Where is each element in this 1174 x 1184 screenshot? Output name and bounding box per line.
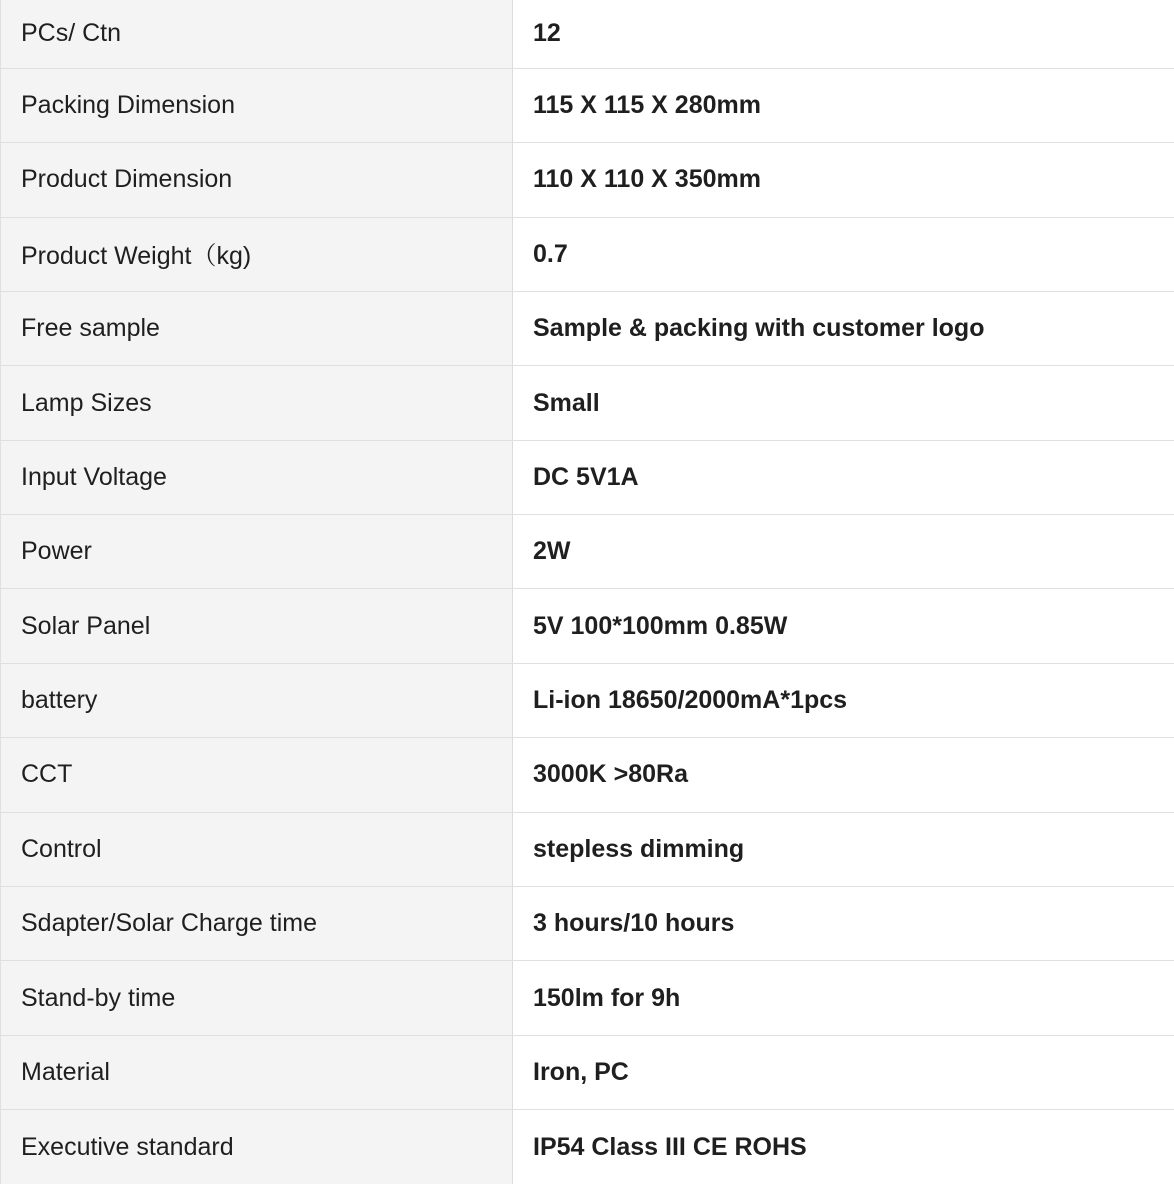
table-row [1, 886, 1174, 960]
table-row [1, 961, 1174, 1035]
table-row [1, 515, 1174, 589]
table-row [1, 143, 1174, 217]
spec-label: Control [1, 812, 513, 886]
spec-value: Iron, PC [513, 1035, 1174, 1109]
spec-value: Small [513, 366, 1174, 440]
table-row [1, 738, 1174, 812]
spec-label: battery [1, 663, 513, 737]
spec-label: Executive standard [1, 1110, 513, 1184]
spec-value: 3000K >80Ra [513, 738, 1174, 812]
spec-value: 110 X 110 X 350mm [513, 143, 1174, 217]
spec-value: stepless dimming [513, 812, 1174, 886]
spec-label: Product Dimension [1, 143, 513, 217]
spec-label: Product Weight（kg) [1, 217, 513, 291]
spec-value: 12 [513, 0, 1174, 68]
spec-label: CCT [1, 738, 513, 812]
table-row [1, 0, 1174, 68]
spec-value: IP54 Class III CE ROHS [513, 1110, 1174, 1184]
spec-value: Sample & packing with customer logo [513, 291, 1174, 365]
table-row [1, 1035, 1174, 1109]
table-row [1, 812, 1174, 886]
spec-value: 0.7 [513, 217, 1174, 291]
table-row [1, 663, 1174, 737]
table-row [1, 589, 1174, 663]
spec-label: Lamp Sizes [1, 366, 513, 440]
spec-label: Packing Dimension [1, 68, 513, 142]
spec-value: 2W [513, 515, 1174, 589]
spec-label: Free sample [1, 291, 513, 365]
spec-label: Solar Panel [1, 589, 513, 663]
spec-label: Sdapter/Solar Charge time [1, 886, 513, 960]
table-row [1, 217, 1174, 291]
table-row [1, 366, 1174, 440]
spec-label: Power [1, 515, 513, 589]
spec-value: 5V 100*100mm 0.85W [513, 589, 1174, 663]
spec-label: Material [1, 1035, 513, 1109]
spec-label: PCs/ Ctn [1, 0, 513, 68]
spec-value: 115 X 115 X 280mm [513, 68, 1174, 142]
spec-label: Input Voltage [1, 440, 513, 514]
table-row [1, 1110, 1174, 1184]
table-row [1, 440, 1174, 514]
spec-value: 3 hours/10 hours [513, 886, 1174, 960]
table-row [1, 291, 1174, 365]
table-row [1, 68, 1174, 142]
spec-label: Stand-by time [1, 961, 513, 1035]
spec-value: DC 5V1A [513, 440, 1174, 514]
spec-value: 150lm for 9h [513, 961, 1174, 1035]
spec-value: Li-ion 18650/2000mA*1pcs [513, 663, 1174, 737]
